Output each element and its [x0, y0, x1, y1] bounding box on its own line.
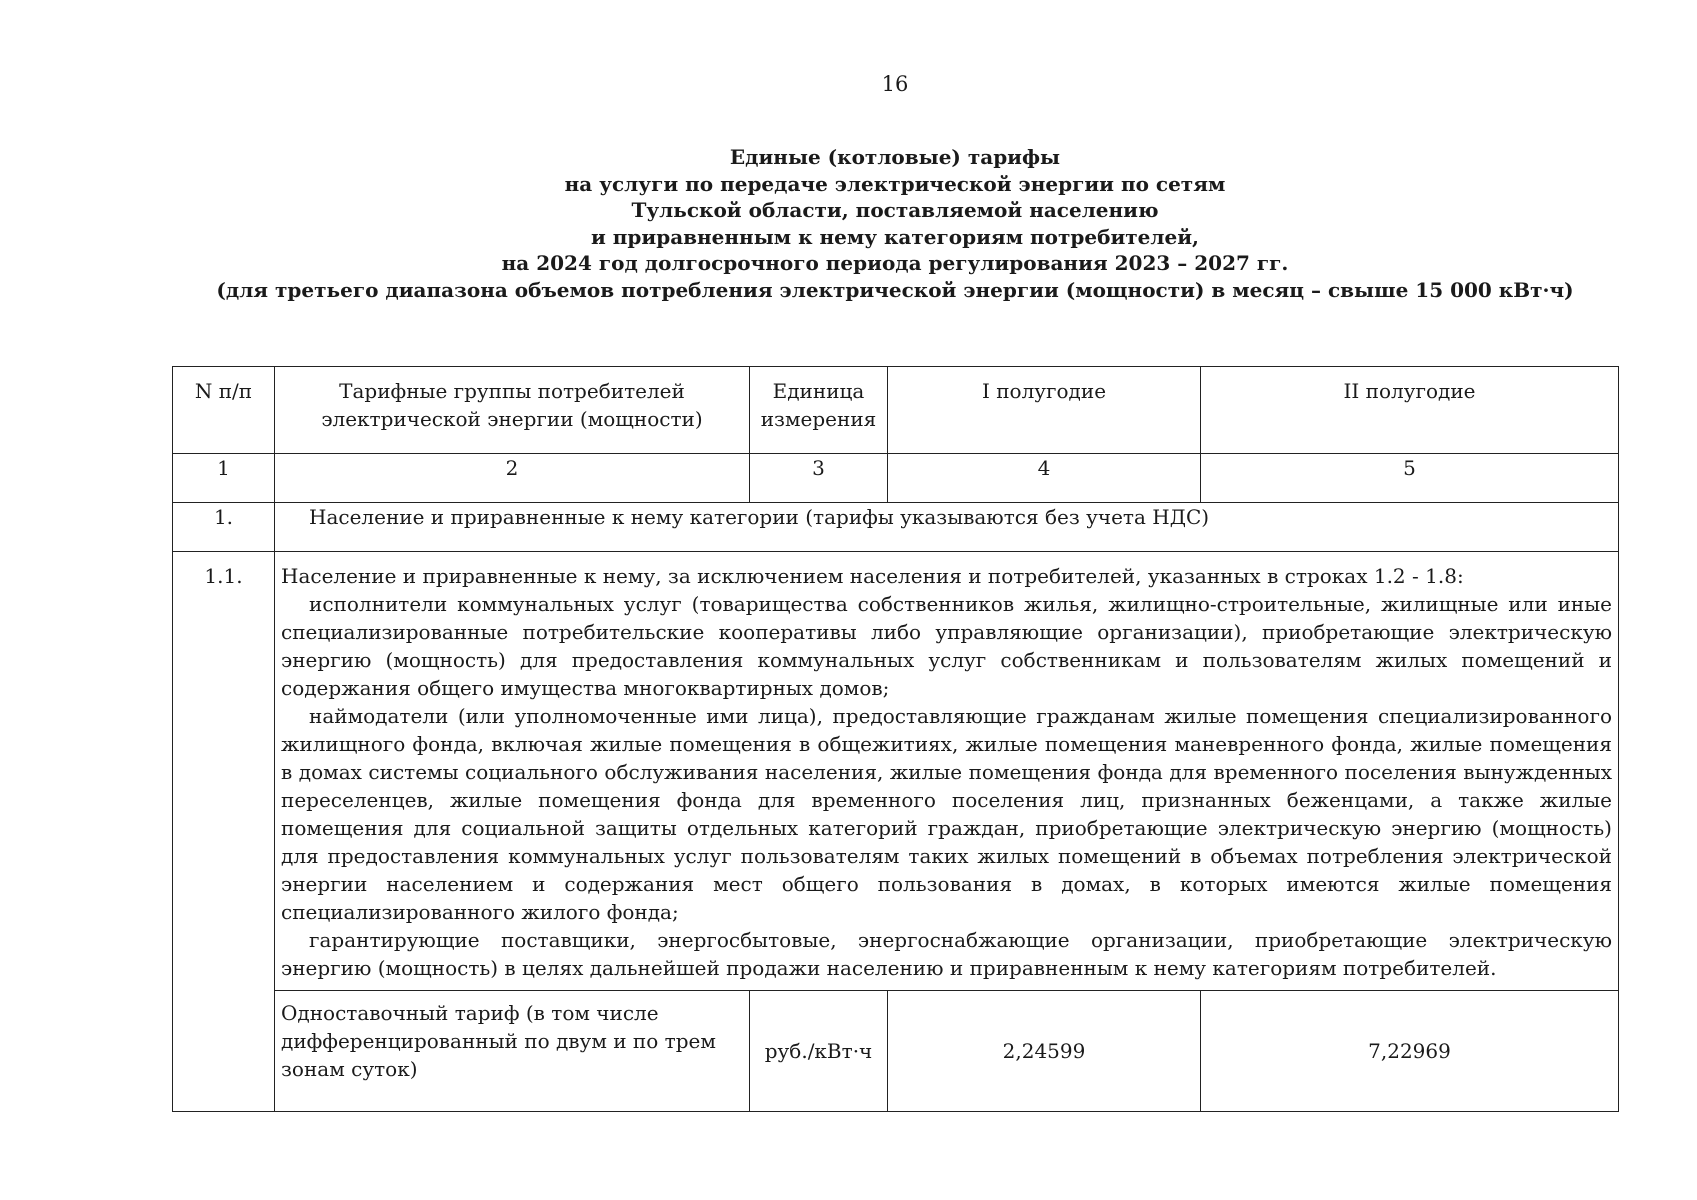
rate-second-half-value: 7,22969 — [1201, 991, 1619, 1112]
rate-unit: руб./кВт·ч — [750, 991, 888, 1112]
title-line: на услуги по передаче электрической энергии по сетям — [564, 171, 1226, 196]
subsection-description-row — [173, 552, 1619, 991]
header-first-half: I полугодие — [888, 367, 1201, 454]
rate-first-half-value: 2,24599 — [888, 991, 1201, 1112]
subsection-paragraph: наймодатели (или уполномоченные ими лица), предоставляющие гражданам жилые помещения специализированного жилищного фонда, включая жилые помещения в общежитиях, жилые помещения маневренного фонда, жилые помещения в домах системы социального обслуживания населения, жилые помещения фонда для временного поселения вынужденных переселенцев, жилые помещения фонда для временного поселения лиц, признанных беженцами, а также жилые помещения для социальной защиты отдельных категорий граждан, приобретающие электрическую энергию (мощность) для предоставления коммунальных услуг пользователям таких жилых помещений в объемах потребления электрической энергии населением и содержания мест общего пользования в домах, в которых имеются жилые помещения специализированного жилого фонда; — [281, 704, 1612, 924]
header-unit: Единица измерения — [750, 367, 888, 454]
column-number: 3 — [750, 454, 888, 503]
rate-row — [173, 991, 1619, 1112]
title-subtitle-line: (для третьего диапазона объемов потребления электрической энергии (мощности) в месяц – свыше 15 000 кВт·ч) — [216, 277, 1574, 302]
section-row — [173, 503, 1619, 552]
header-tariff-groups: Тарифные группы потребителей электрической энергии (мощности) — [275, 367, 750, 454]
page-number: 16 — [881, 72, 909, 96]
table-header-row — [173, 367, 1619, 454]
column-number: 1 — [173, 454, 275, 503]
section-title: Население и приравненные к нему категории (тарифы указываются без учета НДС) — [275, 503, 1619, 552]
document-title — [160, 144, 1630, 303]
subsection-description — [275, 552, 1619, 991]
title-line: и приравненным к нему категориям потребителей, — [590, 224, 1200, 249]
title-line: Единые (котловые) тарифы — [729, 145, 1061, 169]
column-number: 2 — [275, 454, 750, 503]
subsection-number: 1.1. — [173, 552, 275, 1112]
subsection-lead: Население и приравненные к нему, за исключением населения и потребителей, указанных в строках 1.2 - 1.8: — [281, 564, 1464, 588]
column-number: 4 — [888, 454, 1201, 503]
title-line: на 2024 год долгосрочного периода регулирования 2023 – 2027 гг. — [501, 251, 1289, 275]
title-line: Тульской области, поставляемой населению — [631, 198, 1159, 222]
tariff-table — [172, 366, 1619, 1112]
subsection-paragraph: исполнители коммунальных услуг (товарищества собственников жилья, жилищно-строительные, жилищные или иные специализированные потребительские кооперативы либо управляющие организации), приобретающие электрическую энергию (мощность) для предоставления коммунальных услуг собственникам и пользователям жилых помещений и содержания общего имущества многоквартирных домов; — [281, 592, 1612, 700]
header-second-half: II полугодие — [1201, 367, 1619, 454]
header-number: N п/п — [173, 367, 275, 454]
rate-label: Одноставочный тариф (в том числе дифференцированный по двум и по трем зонам суток) — [275, 991, 750, 1112]
column-number: 5 — [1201, 454, 1619, 503]
column-numbers-row — [173, 454, 1619, 503]
section-number: 1. — [173, 503, 275, 552]
subsection-paragraph: гарантирующие поставщики, энергосбытовые, энергоснабжающие организации, приобретающие электрическую энергию (мощность) в целях дальнейшей продажи населению и приравненным к нему категориям потребителей. — [281, 928, 1612, 980]
